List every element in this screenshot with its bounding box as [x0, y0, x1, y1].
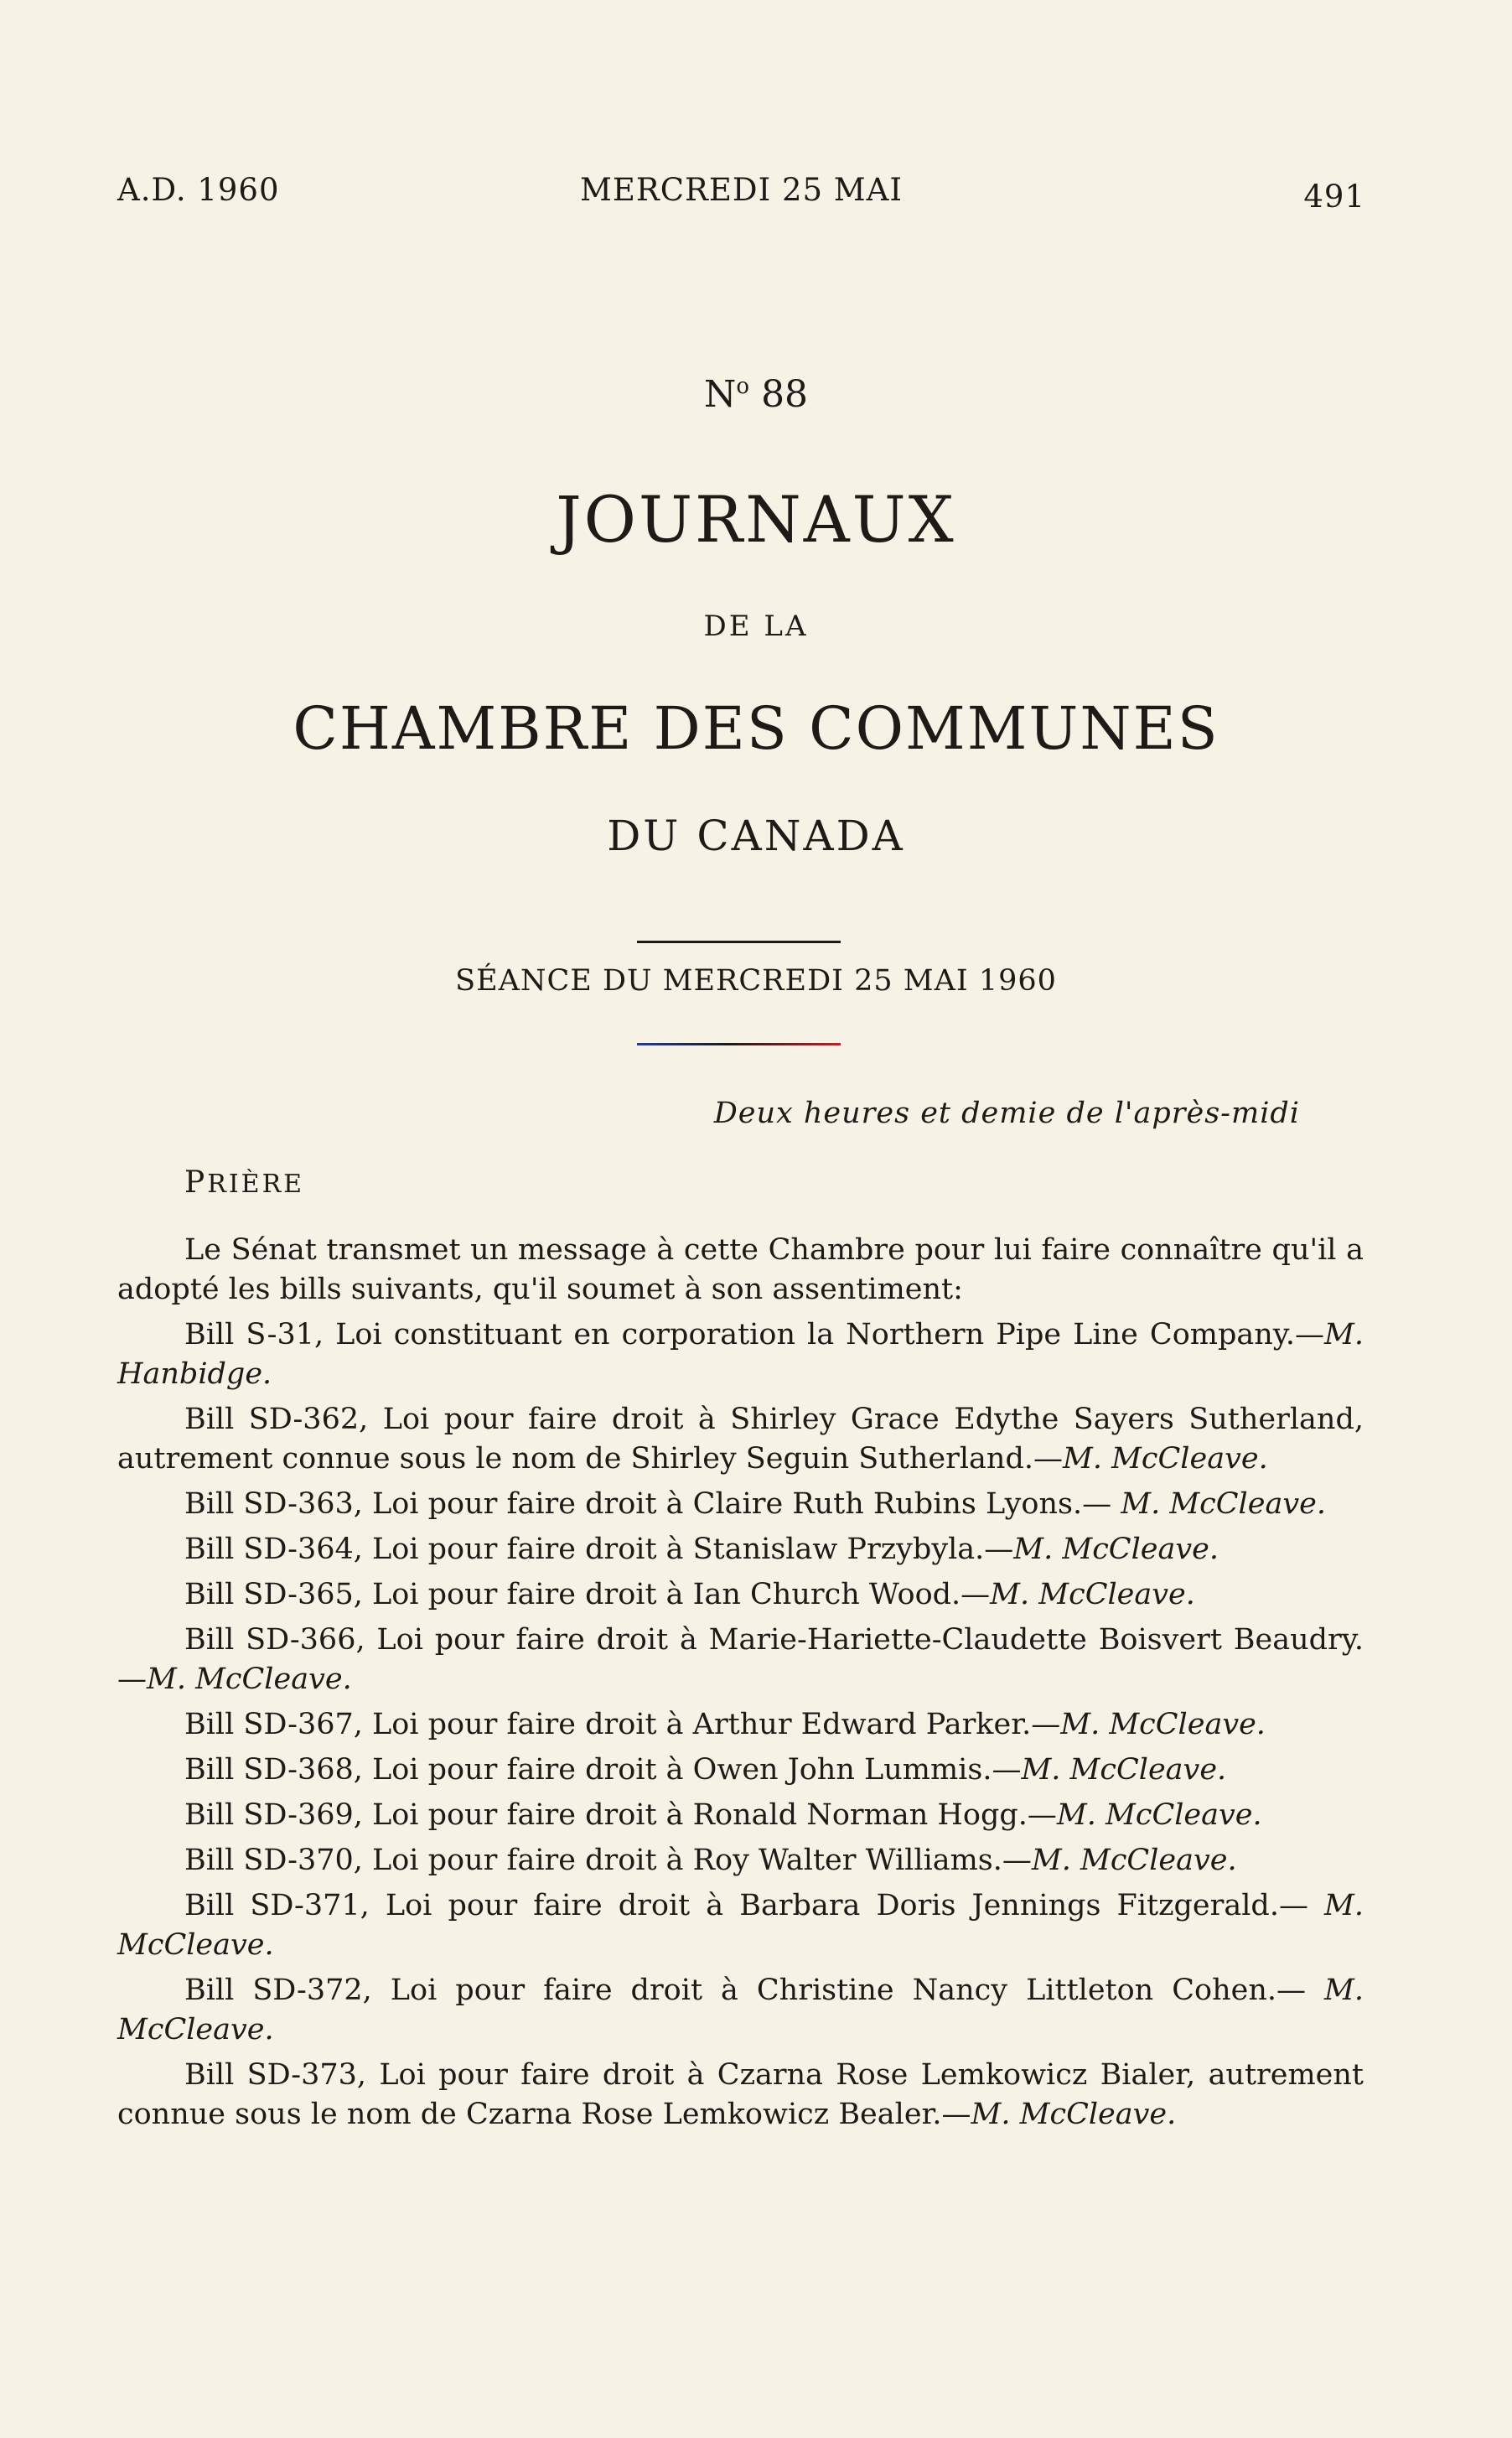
- bill-entry: [117, 1796, 1364, 1835]
- issue-value: 88: [749, 373, 809, 416]
- journal-body: [117, 1231, 1364, 2140]
- time-note: Deux heures et demie de l'après-midi: [713, 1097, 1300, 1130]
- bill-sponsor: M. McCleave.: [1063, 1442, 1268, 1476]
- title-canada: DU CANADA: [607, 812, 905, 860]
- bill-text: Bill SD-367, Loi pour faire droit à Arthur Edward Parker.—: [184, 1708, 1061, 1741]
- running-head: [117, 172, 1365, 214]
- priere-rest: RIÈRE: [207, 1170, 305, 1199]
- bill-text: Bill S-31, Loi constituant en corporation la Northern Pipe Line Company.—: [184, 1318, 1325, 1351]
- bill-text: Bill SD-362, Loi pour faire droit à Shirley Grace Edythe Sayers Sutherland, autrement connue sous le nom de Shirley Seguin Sutherland.—: [117, 1403, 1364, 1476]
- bill-sponsor: M. McCleave.: [1021, 1753, 1227, 1787]
- bill-sponsor: M. McCleave.: [147, 1663, 352, 1696]
- header-date: MERCREDI 25 MAI: [579, 172, 904, 208]
- bill-sponsor: M. McCleave.: [1013, 1533, 1219, 1566]
- page-number: 491: [1303, 179, 1365, 215]
- bill-text: Bill SD-368, Loi pour faire droit à Owen John Lummis.—: [184, 1753, 1022, 1787]
- bill-entry: [117, 1886, 1364, 1965]
- bill-entry: [117, 1315, 1364, 1394]
- bill-text: Bill SD-371, Loi pour faire droit à Barbara Doris Jennings Fitzgerald.—: [184, 1889, 1325, 1922]
- bill-sponsor: M. Hanbidge.: [117, 1318, 1364, 1391]
- bill-entry: [117, 1400, 1364, 1479]
- bill-sponsor: M. McCleave.: [990, 1578, 1195, 1611]
- bill-text: Bill SD-370, Loi pour faire droit à Roy Walter Williams.—: [184, 1844, 1032, 1877]
- bill-entry: [117, 1485, 1364, 1524]
- priere-heading: [184, 1165, 304, 1200]
- bill-entry: [117, 2056, 1364, 2135]
- issue-prefix: N: [703, 373, 737, 416]
- bill-sponsor: M. McCleave.: [1121, 1487, 1326, 1521]
- bill-text: Bill SD-363, Loi pour faire droit à Claire Ruth Rubins Lyons.—: [184, 1487, 1121, 1521]
- bill-sponsor: M. McCleave.: [971, 2098, 1177, 2131]
- bill-entry: [117, 1705, 1364, 1745]
- bill-sponsor: M. McCleave.: [1031, 1844, 1237, 1877]
- bill-sponsor: M. McCleave.: [117, 1974, 1364, 2046]
- priere-initial: P: [184, 1165, 208, 1200]
- bill-entry: [117, 1575, 1364, 1615]
- bill-text: Bill SD-364, Loi pour faire droit à Stanislaw Przybyla.—: [184, 1533, 1014, 1566]
- bill-entry: [117, 1751, 1364, 1790]
- session-heading: SÉANCE DU MERCREDI 25 MAI 1960: [455, 964, 1057, 998]
- bill-entry: [117, 1530, 1364, 1569]
- title-de-la: DE LA: [703, 610, 809, 643]
- issue-number: [0, 373, 1512, 416]
- bill-text: Bill SD-372, Loi pour faire droit à Christine Nancy Littleton Cohen.—: [184, 1974, 1325, 2007]
- bill-text: Bill SD-369, Loi pour faire droit à Ronald Norman Hogg.—: [184, 1798, 1057, 1832]
- issue-superscript: o: [736, 374, 750, 399]
- bill-entry: [117, 1841, 1364, 1880]
- bill-sponsor: M. McCleave.: [1060, 1708, 1266, 1741]
- divider-top: [637, 941, 841, 943]
- bill-text: Bill SD-373, Loi pour faire droit à Czarna Rose Lemkowicz Bialer, autrement connue sous le nom de Czarna Rose Lemkowicz Bealer.—: [117, 2058, 1364, 2131]
- intro-paragraph: Le Sénat transmet un message à cette Chambre pour lui faire connaître qu'il a adopté les bills suivants, qu'il soumet à son assentiment:: [117, 1233, 1364, 1306]
- title-journaux: JOURNAUX: [556, 482, 956, 557]
- header-year: A.D. 1960: [117, 172, 280, 208]
- bill-entry: [117, 1971, 1364, 2050]
- bill-sponsor: M. McCleave.: [117, 1889, 1364, 1962]
- bill-text: Bill SD-366, Loi pour faire droit à Marie-Hariette-Claudette Boisvert Beaudry.—: [117, 1623, 1364, 1696]
- bill-sponsor: M. McCleave.: [1056, 1798, 1262, 1832]
- divider-bottom: [637, 1043, 841, 1045]
- bill-text: Bill SD-365, Loi pour faire droit à Ian Church Wood.—: [184, 1578, 991, 1611]
- bill-list: [117, 1315, 1364, 2135]
- bill-entry: [117, 1621, 1364, 1699]
- title-chambre: CHAMBRE DES COMMUNES: [293, 694, 1219, 763]
